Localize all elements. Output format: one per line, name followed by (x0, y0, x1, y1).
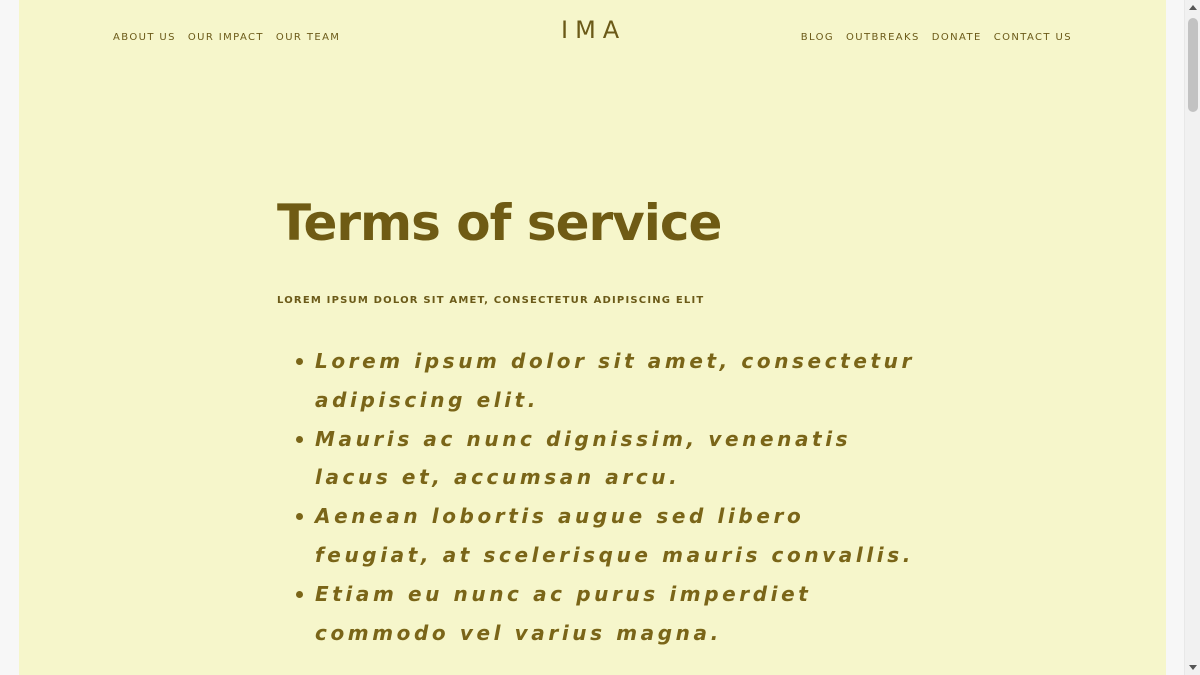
nav-link-about-us[interactable]: ABOUT US (113, 32, 176, 43)
bullet-icon (296, 513, 303, 520)
nav-item-donate (932, 25, 982, 44)
site-header (19, 0, 1166, 62)
chevron-down-icon[interactable] (1189, 665, 1197, 670)
terms-list (277, 342, 917, 652)
terms-item-text: Lorem ipsum dolor sit amet, consectetur adipiscing elit. (315, 349, 915, 412)
nav-left-list (113, 25, 340, 44)
terms-list-item (315, 420, 915, 498)
terms-list-item (315, 575, 915, 653)
nav-item-outbreaks (846, 25, 920, 44)
terms-intro: LOREM IPSUM DOLOR SIT AMET, CONSECTETUR ADIPISCING ELIT (277, 295, 705, 306)
bullet-icon (296, 591, 303, 598)
terms-item-text: Etiam eu nunc ac purus imperdiet commodo vel varius magna. (315, 581, 812, 645)
nav-link-blog[interactable]: BLOG (800, 32, 834, 43)
page-canvas (19, 0, 1166, 675)
chevron-up-icon[interactable] (1189, 5, 1197, 10)
terms-item-text: Mauris ac nunc dignissim, venenatis lacus et, accumsan arcu. (315, 426, 852, 490)
terms-item-text: Aenean lobortis augue sed libero feugiat, at scelerisque mauris convallis. (315, 504, 914, 567)
terms-list-item (315, 497, 915, 575)
nav-link-contact-us[interactable]: CONTACT US (993, 32, 1072, 43)
nav-link-outbreaks[interactable]: OUTBREAKS (845, 32, 920, 43)
nav-right-list (801, 25, 1072, 44)
vertical-scrollbar[interactable] (1184, 0, 1200, 675)
site-logo[interactable]: IMA (561, 16, 627, 44)
scrollbar-thumb[interactable] (1188, 18, 1198, 112)
nav-item-our-team (276, 25, 340, 44)
terms-list-item (315, 342, 915, 420)
nav-item-about-us (113, 25, 176, 44)
page-title: Terms of service (277, 194, 722, 252)
terms-content (277, 190, 917, 652)
bullet-icon (296, 436, 303, 443)
nav-item-contact-us (994, 25, 1072, 44)
bullet-icon (296, 358, 303, 365)
nav-link-donate[interactable]: DONATE (931, 32, 982, 43)
nav-item-blog (801, 25, 834, 44)
nav-item-our-impact (188, 25, 264, 44)
nav-link-our-team[interactable]: OUR TEAM (275, 32, 341, 43)
nav-link-our-impact[interactable]: OUR IMPACT (187, 32, 264, 43)
